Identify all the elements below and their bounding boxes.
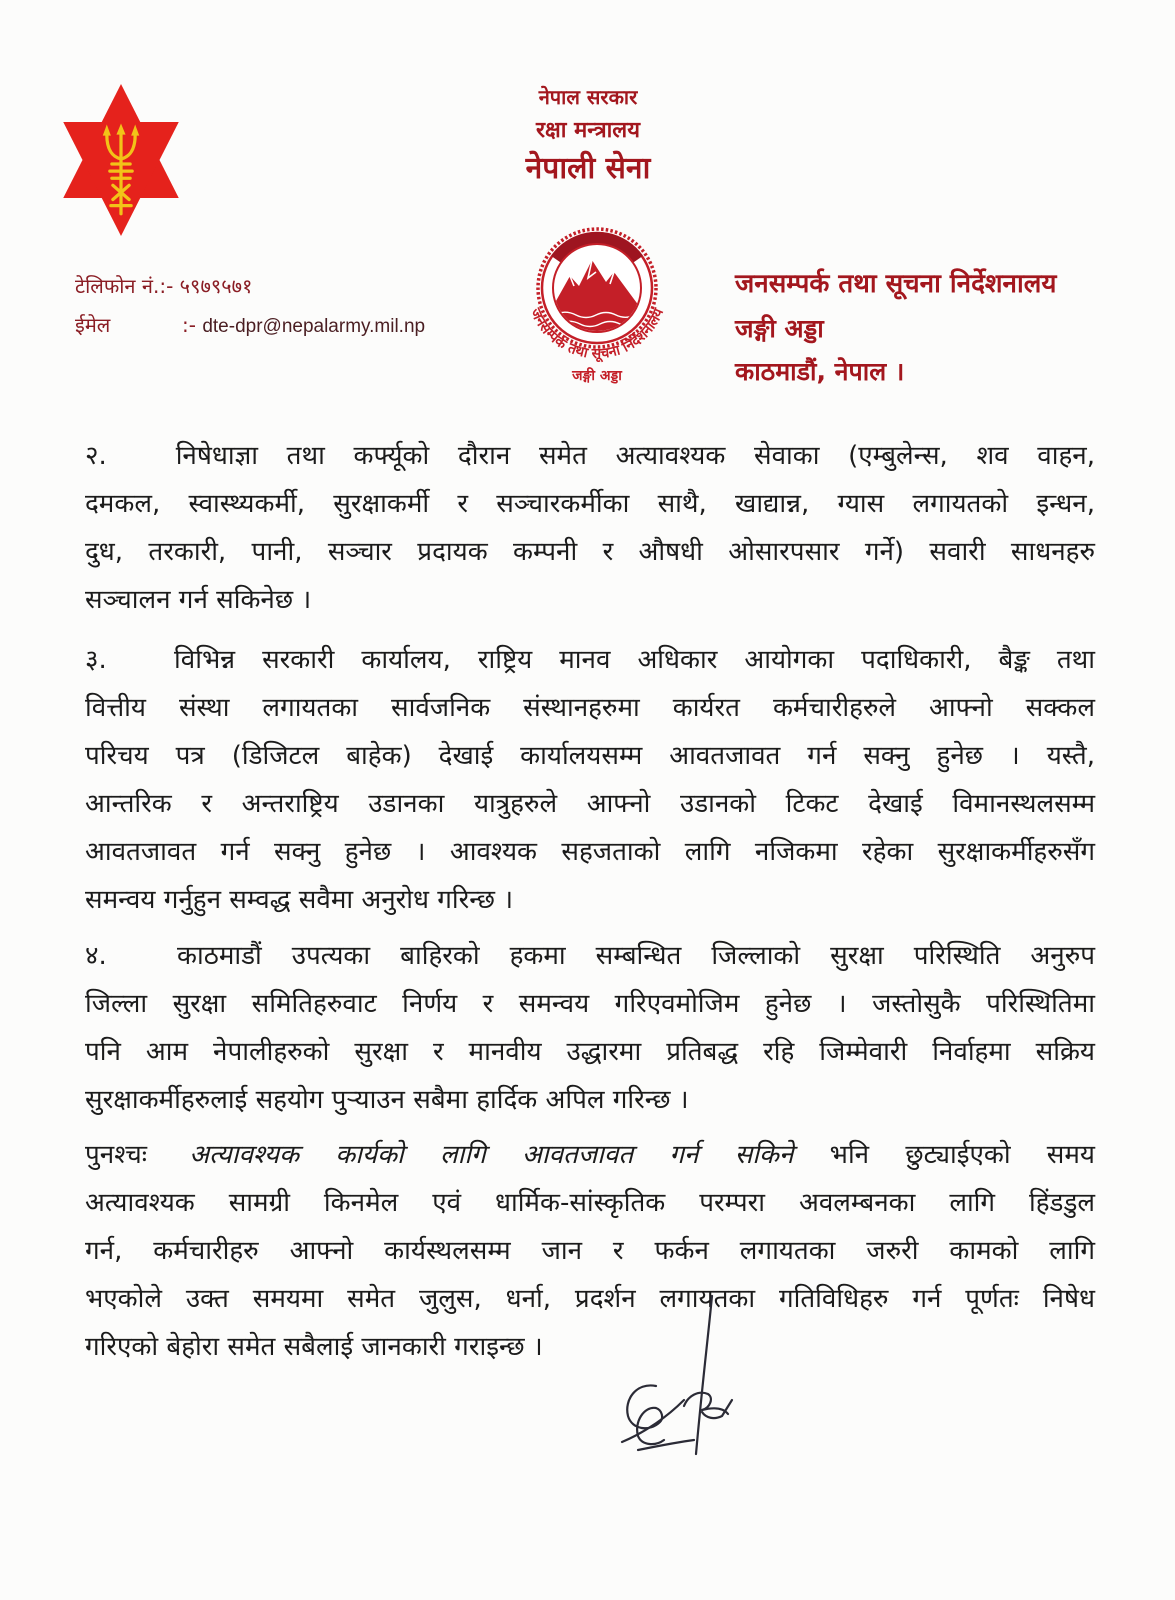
signature: [598, 1290, 758, 1465]
phone-label: टेलिफोन नं.:-: [75, 274, 174, 298]
paragraph-line: दमकल, स्वास्थ्यकर्मी, सुरक्षाकर्मी र सञ्चारकर्मीका साथै, खाद्यान्न, ग्यास लगायतको इन्धन,: [85, 489, 1095, 519]
paragraph-line: [85, 636, 1095, 684]
line-text: काठमाडौं उपत्यका बाहिरको हकमा सम्बन्धित जिल्लाको सुरक्षा परिस्थिति अनुरुप: [177, 941, 1096, 971]
paragraph-number: ४.: [85, 941, 107, 971]
government-name: नेपाल सरकार: [538, 85, 638, 109]
line-text: विभिन्न सरकारी कार्यालय, राष्ट्रिय मानव अधिकार आयोगका पदाधिकारी, बैङ्क तथा: [174, 645, 1096, 675]
postscript-line: [85, 1131, 1095, 1179]
paragraph-line: समन्वय गर्नुहुन सम्वद्ध सवैमा अनुरोध गरिन्छ ।: [85, 885, 514, 915]
paragraph-number: २.: [85, 441, 107, 471]
paragraph-line: पनि आम नेपालीहरुको सुरक्षा र मानवीय उद्धारमा प्रतिबद्ध रहि जिम्मेवारी निर्वाहमा सक्रिय: [85, 1037, 1095, 1067]
paragraph-line: सुरक्षाकर्मीहरुलाई सहयोग पुऱ्याउन सबैमा हार्दिक अपिल गरिन्छ ।: [85, 1085, 689, 1115]
email-separator: :-: [182, 313, 196, 337]
paragraph-line: दुध, तरकारी, पानी, सञ्चार प्रदायक कम्पनी र औषधी ओसारपसार गर्ने) सवारी साधनहरु: [85, 537, 1095, 567]
paragraph-line: [85, 432, 1095, 480]
seal-bottom-text: जङ्गी अड्डा: [572, 368, 622, 384]
headquarters-name: जङ्गी अड्डा: [735, 314, 824, 343]
postscript-line: गर्न, कर्मचारीहरु आफ्नो कार्यस्थलसम्म जान र फर्कन लगायतका जरुरी कामको लागि: [85, 1236, 1095, 1266]
seal-ring-textpath: जनसम्पर्क तथा सूचना निर्देशनालय: [526, 306, 667, 363]
paragraph-2: [85, 432, 1095, 624]
directorate-name: जनसम्पर्क तथा सूचना निर्देशनालय: [735, 269, 1057, 299]
ministry-name: रक्षा मन्त्रालय: [536, 118, 640, 143]
email-address: dte-dpr@nepalarmy.mil.np: [202, 316, 426, 337]
paragraph-4: [85, 932, 1095, 1124]
paragraph-line: आन्तरिक र अन्तराष्ट्रिय उडानका यात्रुहरुले आफ्नो उडानको टिकट देखाई विमानस्थलसम्म: [85, 789, 1095, 819]
paragraph-line: [85, 932, 1095, 980]
paragraph-line: सञ्चालन गर्न सकिनेछ ।: [85, 585, 312, 615]
email-label: ईमेल: [75, 313, 111, 337]
postscript-line: अत्यावश्यक सामग्री किनमेल एवं धार्मिक-सांस्कृतिक परम्परा अवलम्बनका लागि हिंडडुल: [85, 1188, 1095, 1218]
office-address: काठमाडौं, नेपाल ।: [735, 357, 905, 386]
postscript-line: भएकोले उक्त समयमा समेत जुलुस, धर्ना, प्रदर्शन लगायतका गतिविधिहरु गर्न पूर्णतः निषेध: [85, 1284, 1095, 1314]
postscript-emphasis: अत्यावश्यक कार्यको लागि आवतजावत गर्न सकिने: [189, 1140, 794, 1170]
phone-number: ५९७९५७१: [179, 274, 253, 298]
paragraph-line: वित्तीय संस्था लगायतका सार्वजनिक संस्थानहरुमा कार्यरत कर्मचारीहरुले आफ्नो सक्कल: [85, 693, 1095, 723]
postscript: [85, 1131, 1095, 1371]
organization-name: नेपाली सेना: [525, 151, 651, 186]
paragraph-line: जिल्ला सुरक्षा समितिहरुवाट निर्णय र समन्वय गरिएवमोजिम हुनेछ । जस्तोसुकै परिस्थितिमा: [85, 989, 1095, 1019]
paragraph-number: ३.: [85, 645, 107, 675]
postscript-line: गरिएको बेहोरा समेत सबैलाई जानकारी गराइन्छ ।: [85, 1332, 543, 1362]
line-text: निषेधाज्ञा तथा कर्फ्यूको दौरान समेत अत्यावश्यक सेवाका (एम्बुलेन्स, शव वाहन,: [175, 441, 1095, 471]
paragraph-line: परिचय पत्र (डिजिटल बाहेक) देखाई कार्यालयसम्म आवतजावत गर्न सक्नु हुनेछ । यस्तै,: [85, 741, 1095, 771]
postscript-label: पुनश्चः: [85, 1140, 148, 1170]
paragraph-3: [85, 636, 1095, 924]
line-text: भनि छुट्याईएको समय: [829, 1140, 1096, 1170]
paragraph-line: आवतजावत गर्न सक्नु हुनेछ । आवश्यक सहजताको लागि नजिकमा रहेका सुरक्षाकर्मीहरुसँग: [85, 837, 1095, 867]
